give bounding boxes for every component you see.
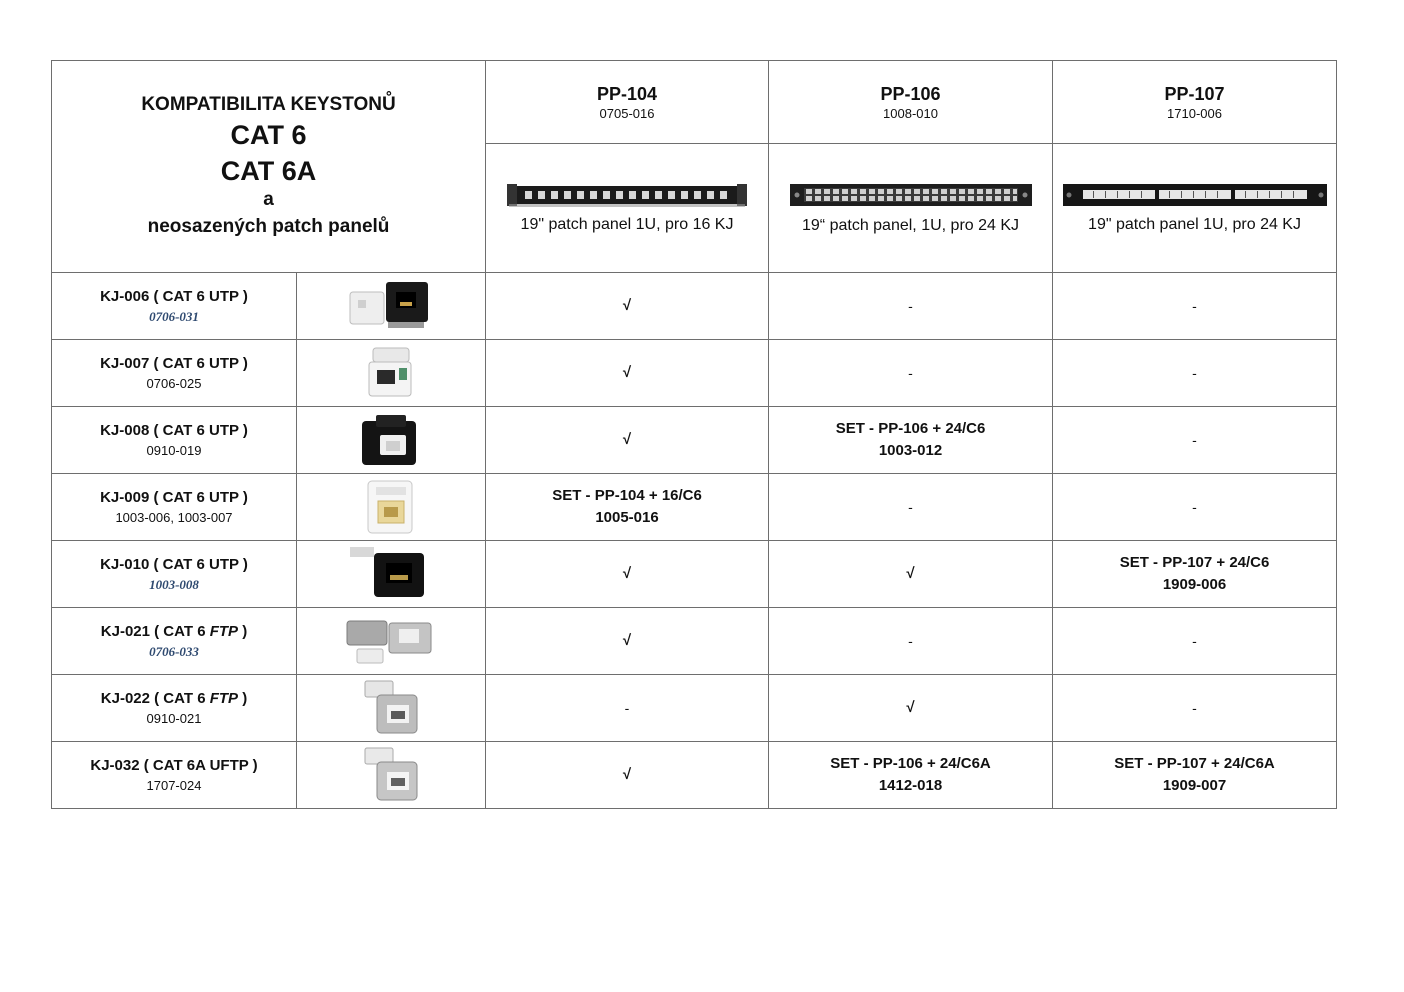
keystone-name: KJ-008 ( CAT 6 UTP ) bbox=[100, 422, 248, 439]
keystone-name: KJ-022 ( CAT 6 FTP ) bbox=[100, 690, 248, 707]
table-row bbox=[52, 340, 1337, 407]
title-line-5: neosazených patch panelů bbox=[147, 216, 390, 238]
title-line-2: CAT 6 bbox=[230, 119, 307, 150]
keystone-name: KJ-009 ( CAT 6 UTP ) bbox=[100, 489, 248, 506]
pp107-header bbox=[1053, 61, 1337, 144]
keystone-jack-image bbox=[348, 545, 434, 603]
keystone-jack-image bbox=[359, 679, 423, 737]
pp107-name: PP-107 bbox=[1164, 83, 1225, 104]
table-title-cell bbox=[52, 61, 486, 273]
keystone-image-cell bbox=[297, 675, 486, 742]
pp106-header bbox=[769, 61, 1053, 144]
pp106-compat-cell: - bbox=[769, 474, 1053, 541]
pp104-compat-cell: - bbox=[486, 675, 769, 742]
keystone-name: KJ-010 ( CAT 6 UTP ) bbox=[100, 555, 248, 573]
title-line-1: KOMPATIBILITA KEYSTONŮ bbox=[141, 93, 396, 115]
pp106-code: 1008-010 bbox=[883, 105, 938, 121]
keystone-label-cell bbox=[52, 474, 297, 541]
keystone-code: 1003-008 bbox=[149, 576, 199, 592]
pp106-compat-cell: - bbox=[769, 273, 1053, 340]
title-line-3: CAT 6A bbox=[220, 156, 317, 187]
keystone-jack-image bbox=[343, 613, 439, 669]
keystone-jack-image bbox=[358, 411, 424, 469]
pp104-code: 0705-016 bbox=[599, 105, 655, 121]
pp104-header bbox=[486, 61, 769, 144]
pp106-compat-cell: - bbox=[769, 340, 1053, 407]
keystone-name: KJ-021 ( CAT 6 FTP ) bbox=[100, 622, 248, 640]
pp104-description: 19" patch panel 1U, pro 16 KJ bbox=[520, 216, 734, 233]
pp104-image-cell bbox=[486, 144, 769, 273]
pp107-image-cell bbox=[1053, 144, 1337, 273]
pp107-compat-cell: - bbox=[1053, 675, 1337, 742]
table-row bbox=[52, 273, 1337, 340]
pp106-compat-cell: √ bbox=[769, 541, 1053, 608]
patch-panel-16-image bbox=[507, 182, 747, 208]
pp107-description: 19" patch panel 1U, pro 24 KJ bbox=[1088, 216, 1301, 233]
keystone-label-cell bbox=[52, 742, 297, 809]
keystone-jack-image bbox=[360, 477, 422, 537]
keystone-label-cell bbox=[52, 273, 297, 340]
pp104-compat-cell: SET - PP-104 + 16/C6 1005-016 bbox=[486, 474, 769, 541]
keystone-image-cell bbox=[297, 474, 486, 541]
keystone-image-cell bbox=[297, 407, 486, 474]
compatibility-table bbox=[51, 60, 1337, 809]
pp106-compat-cell: - bbox=[769, 608, 1053, 675]
pp106-compat-cell: SET - PP-106 + 24/C6 1003-012 bbox=[769, 407, 1053, 474]
pp107-compat-cell: - bbox=[1053, 273, 1337, 340]
table-row bbox=[52, 474, 1337, 541]
pp104-compat-cell: √ bbox=[486, 407, 769, 474]
keystone-code: 0706-031 bbox=[149, 308, 199, 324]
keystone-name: KJ-007 ( CAT 6 UTP ) bbox=[100, 355, 248, 372]
pp106-description: 19“ patch panel, 1U, pro 24 KJ bbox=[802, 217, 1020, 234]
pp107-compat-cell: SET - PP-107 + 24/C6 1909-006 bbox=[1053, 541, 1337, 608]
pp104-compat-cell: √ bbox=[486, 541, 769, 608]
pp106-name: PP-106 bbox=[880, 83, 941, 104]
keystone-label-cell bbox=[52, 675, 297, 742]
pp104-compat-cell: √ bbox=[486, 340, 769, 407]
patch-panel-24-image bbox=[1063, 182, 1327, 208]
keystone-label-cell bbox=[52, 407, 297, 474]
pp107-compat-cell: - bbox=[1053, 340, 1337, 407]
table-row bbox=[52, 608, 1337, 675]
table-row bbox=[52, 407, 1337, 474]
keystone-code: 1003-006, 1003-007 bbox=[115, 510, 233, 525]
pp107-code: 1710-006 bbox=[1167, 105, 1222, 121]
table-row bbox=[52, 675, 1337, 742]
pp104-compat-cell: √ bbox=[486, 273, 769, 340]
keystone-jack-image bbox=[346, 278, 436, 334]
keystone-code: 1707-024 bbox=[146, 778, 202, 793]
pp107-compat-cell: SET - PP-107 + 24/C6A 1909-007 bbox=[1053, 742, 1337, 809]
pp104-name: PP-104 bbox=[596, 83, 658, 104]
keystone-image-cell bbox=[297, 608, 486, 675]
pp106-image-cell bbox=[769, 144, 1053, 273]
keystone-code: 0706-025 bbox=[146, 376, 202, 391]
patch-panel-24-image bbox=[790, 181, 1032, 209]
keystone-name: KJ-006 ( CAT 6 UTP ) bbox=[100, 287, 248, 305]
keystone-image-cell bbox=[297, 742, 486, 809]
pp106-compat-cell: √ bbox=[769, 675, 1053, 742]
pp107-compat-cell: - bbox=[1053, 608, 1337, 675]
keystone-label-cell bbox=[52, 608, 297, 675]
pp107-compat-cell: - bbox=[1053, 407, 1337, 474]
keystone-image-cell bbox=[297, 273, 486, 340]
table-row bbox=[52, 541, 1337, 608]
keystone-code: 0706-033 bbox=[149, 643, 199, 659]
keystone-name: KJ-032 ( CAT 6A UFTP ) bbox=[90, 757, 258, 774]
pp106-compat-cell: SET - PP-106 + 24/C6A 1412-018 bbox=[769, 742, 1053, 809]
pp104-compat-cell: √ bbox=[486, 742, 769, 809]
keystone-image-cell bbox=[297, 340, 486, 407]
keystone-jack-image bbox=[361, 344, 421, 402]
keystone-jack-image bbox=[359, 746, 423, 804]
keystone-image-cell bbox=[297, 541, 486, 608]
title-line-4: a bbox=[263, 189, 274, 211]
table-row bbox=[52, 742, 1337, 809]
pp107-compat-cell: - bbox=[1053, 474, 1337, 541]
pp104-compat-cell: √ bbox=[486, 608, 769, 675]
keystone-label-cell bbox=[52, 541, 297, 608]
keystone-code: 0910-021 bbox=[146, 711, 202, 726]
keystone-label-cell bbox=[52, 340, 297, 407]
keystone-code: 0910-019 bbox=[146, 443, 202, 458]
